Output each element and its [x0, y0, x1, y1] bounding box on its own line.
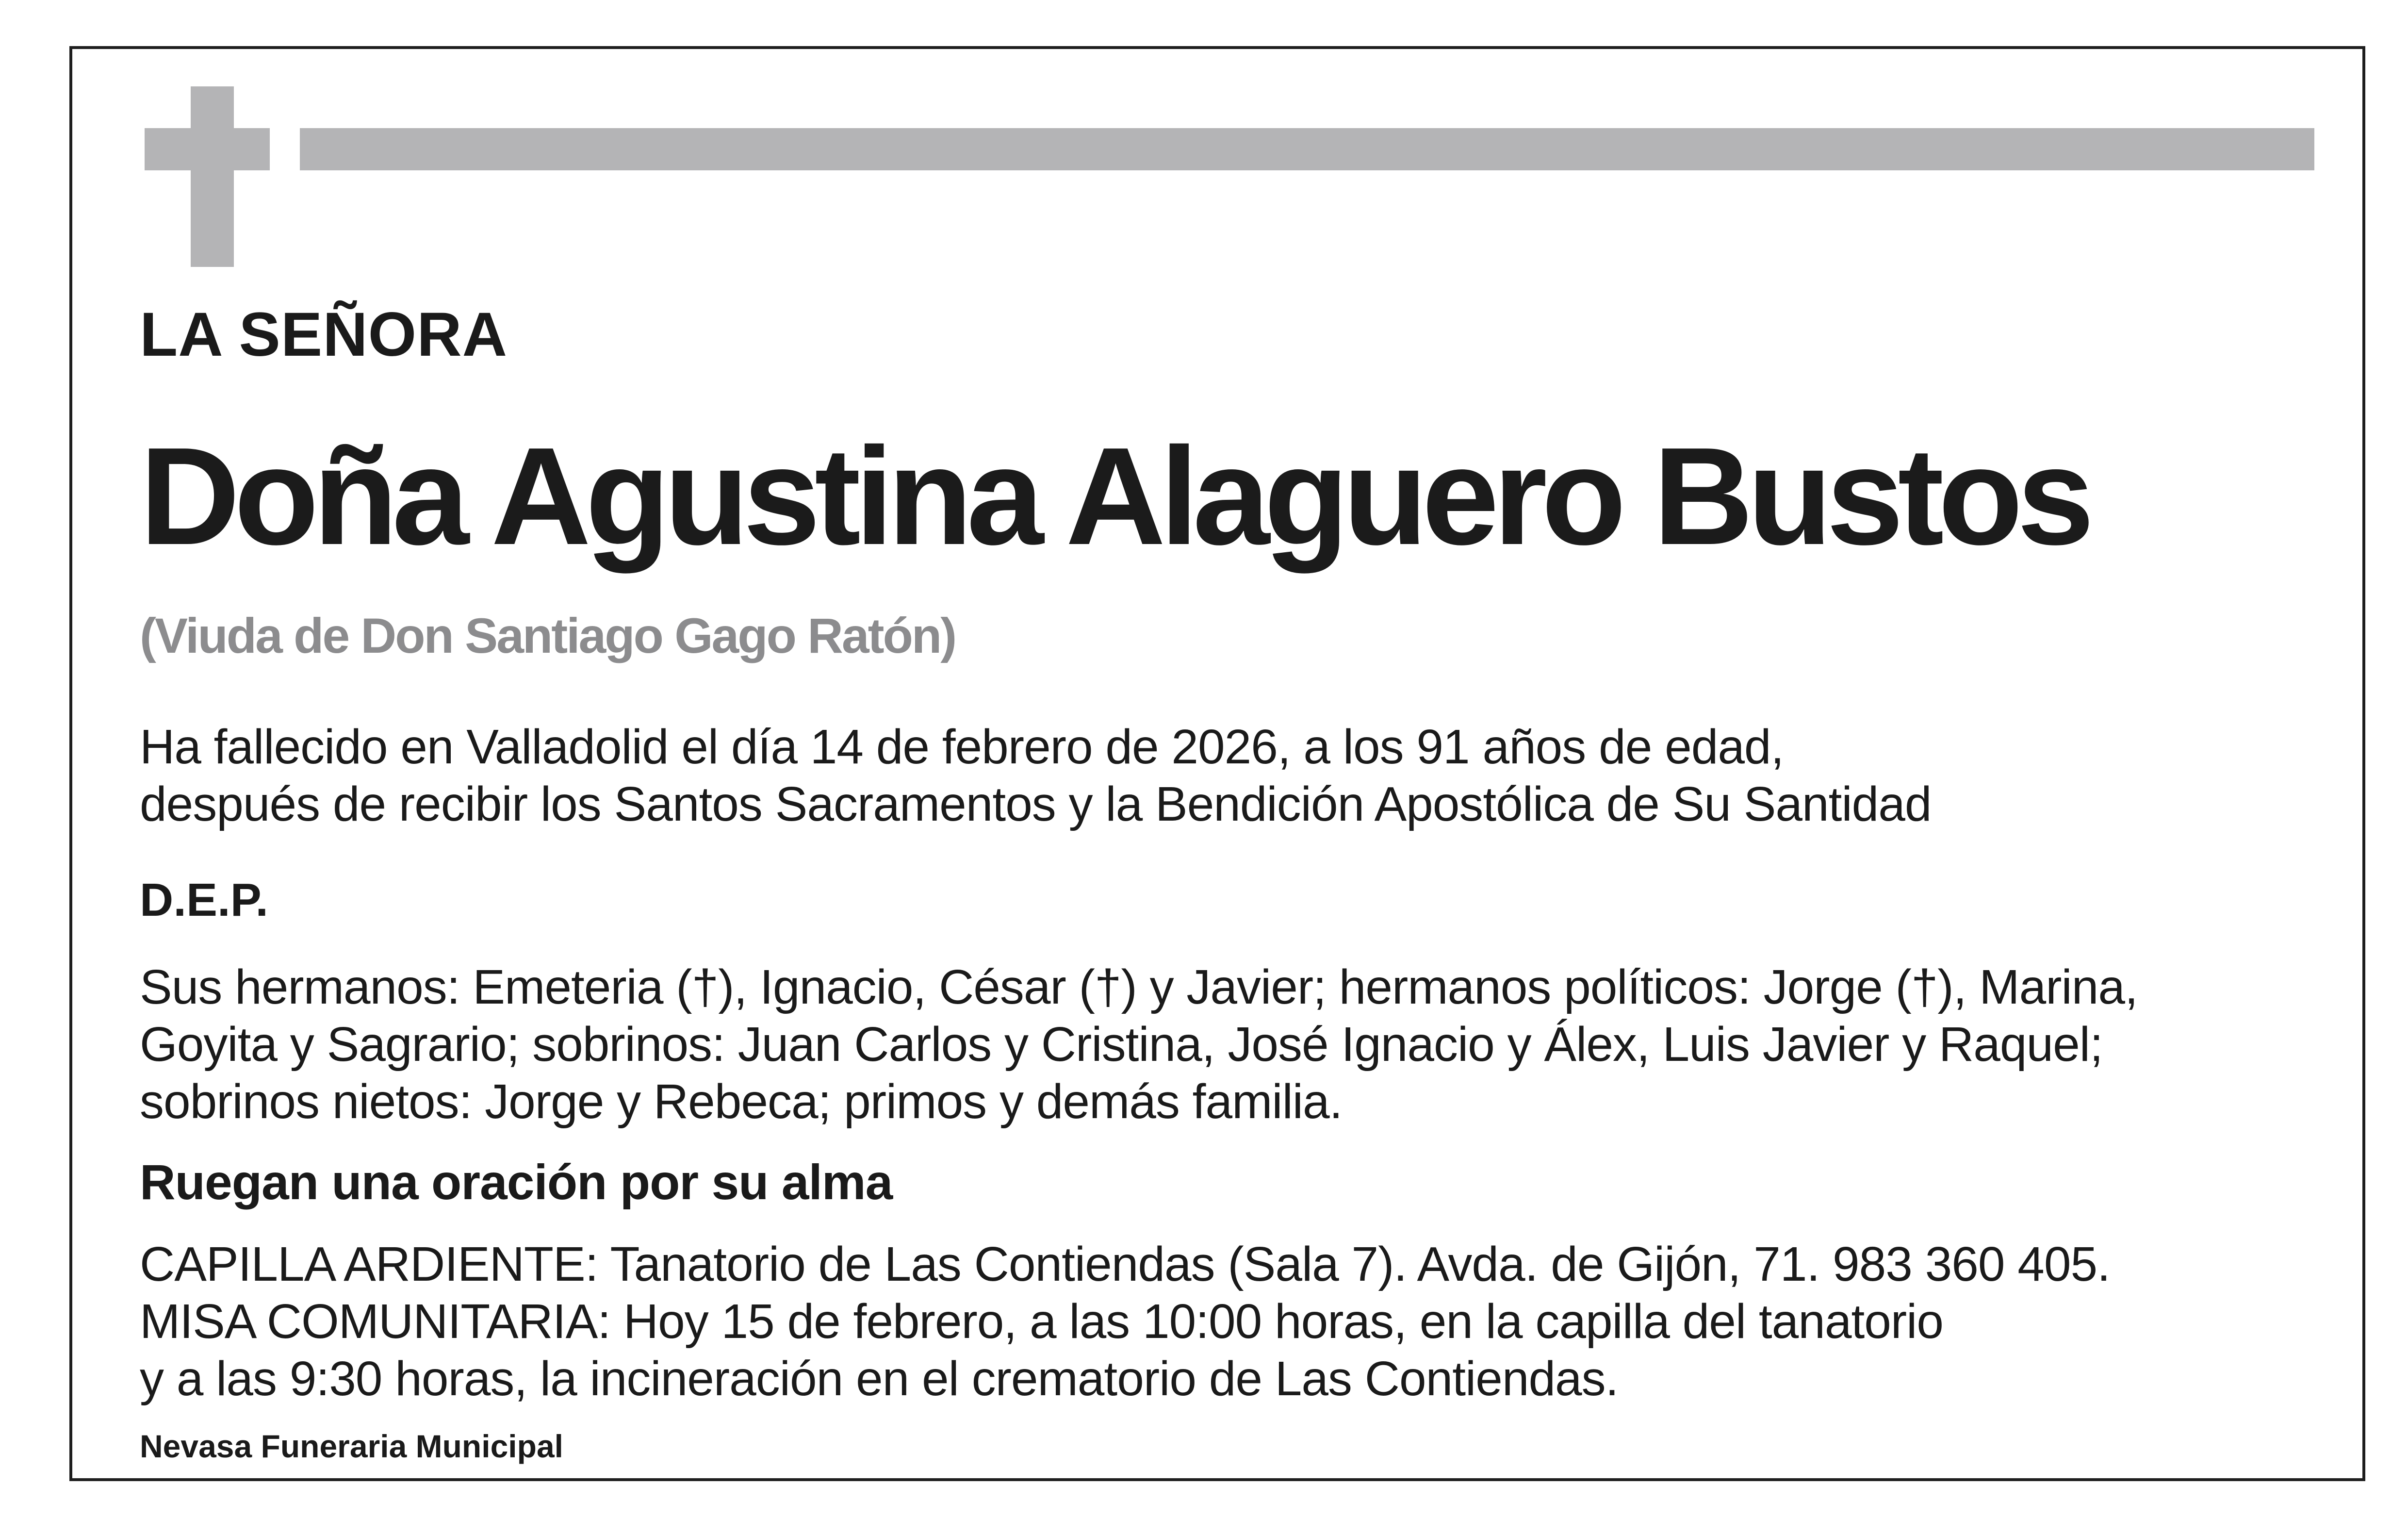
ceremony-line: CAPILLA ARDIENTE: Tanatorio de Las Contiendas (Sala 7). Avda. de Gijón, 71. 983 360 405. — [140, 1237, 2110, 1291]
cross-icon-arm — [145, 128, 270, 170]
family-line: Goyita y Sagrario; sobrinos: Juan Carlos y Cristina, José Ignacio y Álex, Luis Javier y Raquel; — [140, 1017, 2103, 1072]
family-line: sobrinos nietos: Jorge y Rebeca; primos y demás familia. — [140, 1074, 1343, 1129]
widow-subtitle: (Viuda de Don Santiago Gago Ratón) — [140, 608, 956, 663]
prayer-request: Ruegan una oración por su alma — [140, 1155, 893, 1210]
death-statement-line: después de recibir los Santos Sacramentos y la Bendición Apostólica de Su Santidad — [140, 777, 1932, 831]
ceremony-line: y a las 9:30 horas, la incineración en el crematorio de Las Contiendas. — [140, 1352, 1619, 1406]
funeral-home-credit: Nevasa Funeraria Municipal — [140, 1428, 563, 1464]
ceremony-line: MISA COMUNITARIA: Hoy 15 de febrero, a las 10:00 horas, en la capilla del tanatorio — [140, 1294, 1943, 1349]
header-bar — [300, 128, 2314, 170]
cross-icon — [191, 86, 234, 267]
honorific-heading: LA SEÑORA — [140, 300, 508, 369]
rip-label: D.E.P. — [140, 874, 269, 926]
family-line: Sus hermanos: Emeteria (†), Ignacio, César (†) y Javier; hermanos políticos: Jorge (†), Marina, — [140, 960, 2138, 1014]
death-statement-line: Ha fallecido en Valladolid el día 14 de febrero de 2026, a los 91 años de edad, — [140, 720, 1784, 774]
deceased-name: Doña Agustina Alaguero Bustos — [140, 418, 2089, 574]
